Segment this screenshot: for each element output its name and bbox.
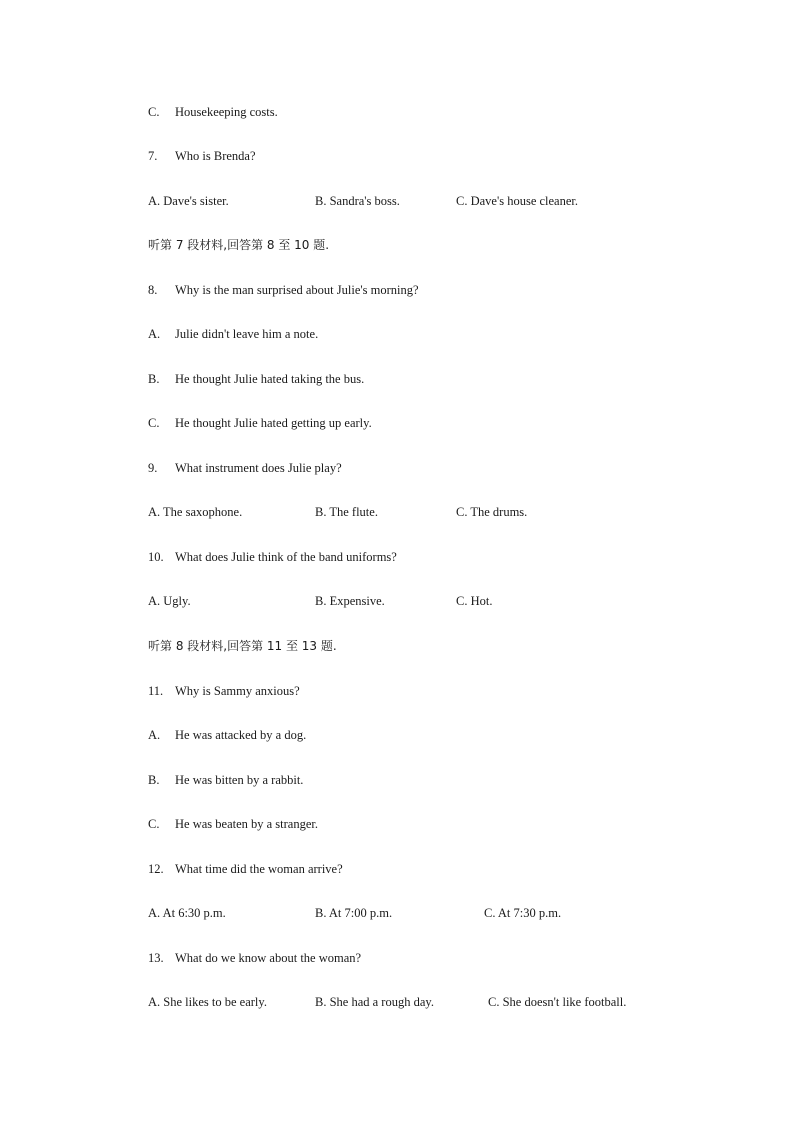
question-line bbox=[148, 549, 397, 565]
option-letter: A. bbox=[148, 327, 161, 341]
option-letter: C. bbox=[148, 416, 160, 430]
question-text: What does Julie think of the band uniforms? bbox=[175, 550, 397, 564]
option-text: He was bitten by a rabbit. bbox=[175, 773, 304, 787]
options-row bbox=[148, 994, 668, 1010]
options-row bbox=[148, 905, 648, 921]
question-number: 10. bbox=[148, 550, 164, 564]
option-c: C. Dave's house cleaner. bbox=[456, 194, 579, 208]
section-instruction: 听第 8 段材料,回答第 11 至 13 题. bbox=[148, 639, 337, 653]
option-c: C. She doesn't like football. bbox=[488, 995, 627, 1009]
question-number: 11. bbox=[148, 684, 164, 698]
option-a: A. Ugly. bbox=[148, 594, 191, 608]
option-line bbox=[148, 104, 278, 120]
question-line bbox=[148, 282, 419, 298]
question-number: 12. bbox=[148, 862, 164, 876]
question-text: Why is the man surprised about Julie's morning? bbox=[175, 283, 419, 297]
option-letter: C. bbox=[148, 817, 160, 831]
option-a: A. Dave's sister. bbox=[148, 194, 229, 208]
question-text: What time did the woman arrive? bbox=[175, 862, 343, 876]
option-text: He was beaten by a stranger. bbox=[175, 817, 318, 831]
option-a: A. At 6:30 p.m. bbox=[148, 906, 226, 920]
option-letter: B. bbox=[148, 773, 160, 787]
question-number: 7. bbox=[148, 149, 158, 163]
option-line bbox=[148, 727, 306, 743]
options-row bbox=[148, 504, 648, 520]
question-line bbox=[148, 460, 342, 476]
option-c: C. At 7:30 p.m. bbox=[484, 906, 562, 920]
option-line bbox=[148, 816, 318, 832]
option-text: He thought Julie hated taking the bus. bbox=[175, 372, 365, 386]
options-row bbox=[148, 193, 648, 209]
question-number: 13. bbox=[148, 951, 164, 965]
section-instruction: 听第 7 段材料,回答第 8 至 10 题. bbox=[148, 238, 330, 252]
option-c: C. Hot. bbox=[456, 594, 493, 608]
option-line bbox=[148, 415, 372, 431]
options-row bbox=[148, 593, 648, 609]
option-line bbox=[148, 326, 318, 342]
option-b: B. The flute. bbox=[315, 505, 378, 519]
option-letter: A. bbox=[148, 728, 161, 742]
option-a: A. She likes to be early. bbox=[148, 995, 267, 1009]
option-letter: C. bbox=[148, 105, 160, 119]
option-line bbox=[148, 772, 303, 788]
question-text: What instrument does Julie play? bbox=[175, 461, 342, 475]
option-a: A. The saxophone. bbox=[148, 505, 243, 519]
question-text: What do we know about the woman? bbox=[175, 951, 362, 965]
question-line bbox=[148, 148, 256, 164]
option-b: B. She had a rough day. bbox=[315, 995, 434, 1009]
option-text: Julie didn't leave him a note. bbox=[175, 327, 319, 341]
question-text: Why is Sammy anxious? bbox=[175, 684, 300, 698]
option-b: B. Sandra's boss. bbox=[315, 194, 400, 208]
option-text: He was attacked by a dog. bbox=[175, 728, 307, 742]
question-number: 9. bbox=[148, 461, 158, 475]
option-letter: B. bbox=[148, 372, 160, 386]
option-c: C. The drums. bbox=[456, 505, 528, 519]
option-b: B. At 7:00 p.m. bbox=[315, 906, 393, 920]
question-number: 8. bbox=[148, 283, 158, 297]
option-b: B. Expensive. bbox=[315, 594, 385, 608]
option-line bbox=[148, 371, 364, 387]
option-text: He thought Julie hated getting up early. bbox=[175, 416, 372, 430]
question-line bbox=[148, 861, 343, 877]
question-line bbox=[148, 683, 300, 699]
question-line bbox=[148, 950, 361, 966]
question-text: Who is Brenda? bbox=[175, 149, 256, 163]
option-text: Housekeeping costs. bbox=[175, 105, 278, 119]
